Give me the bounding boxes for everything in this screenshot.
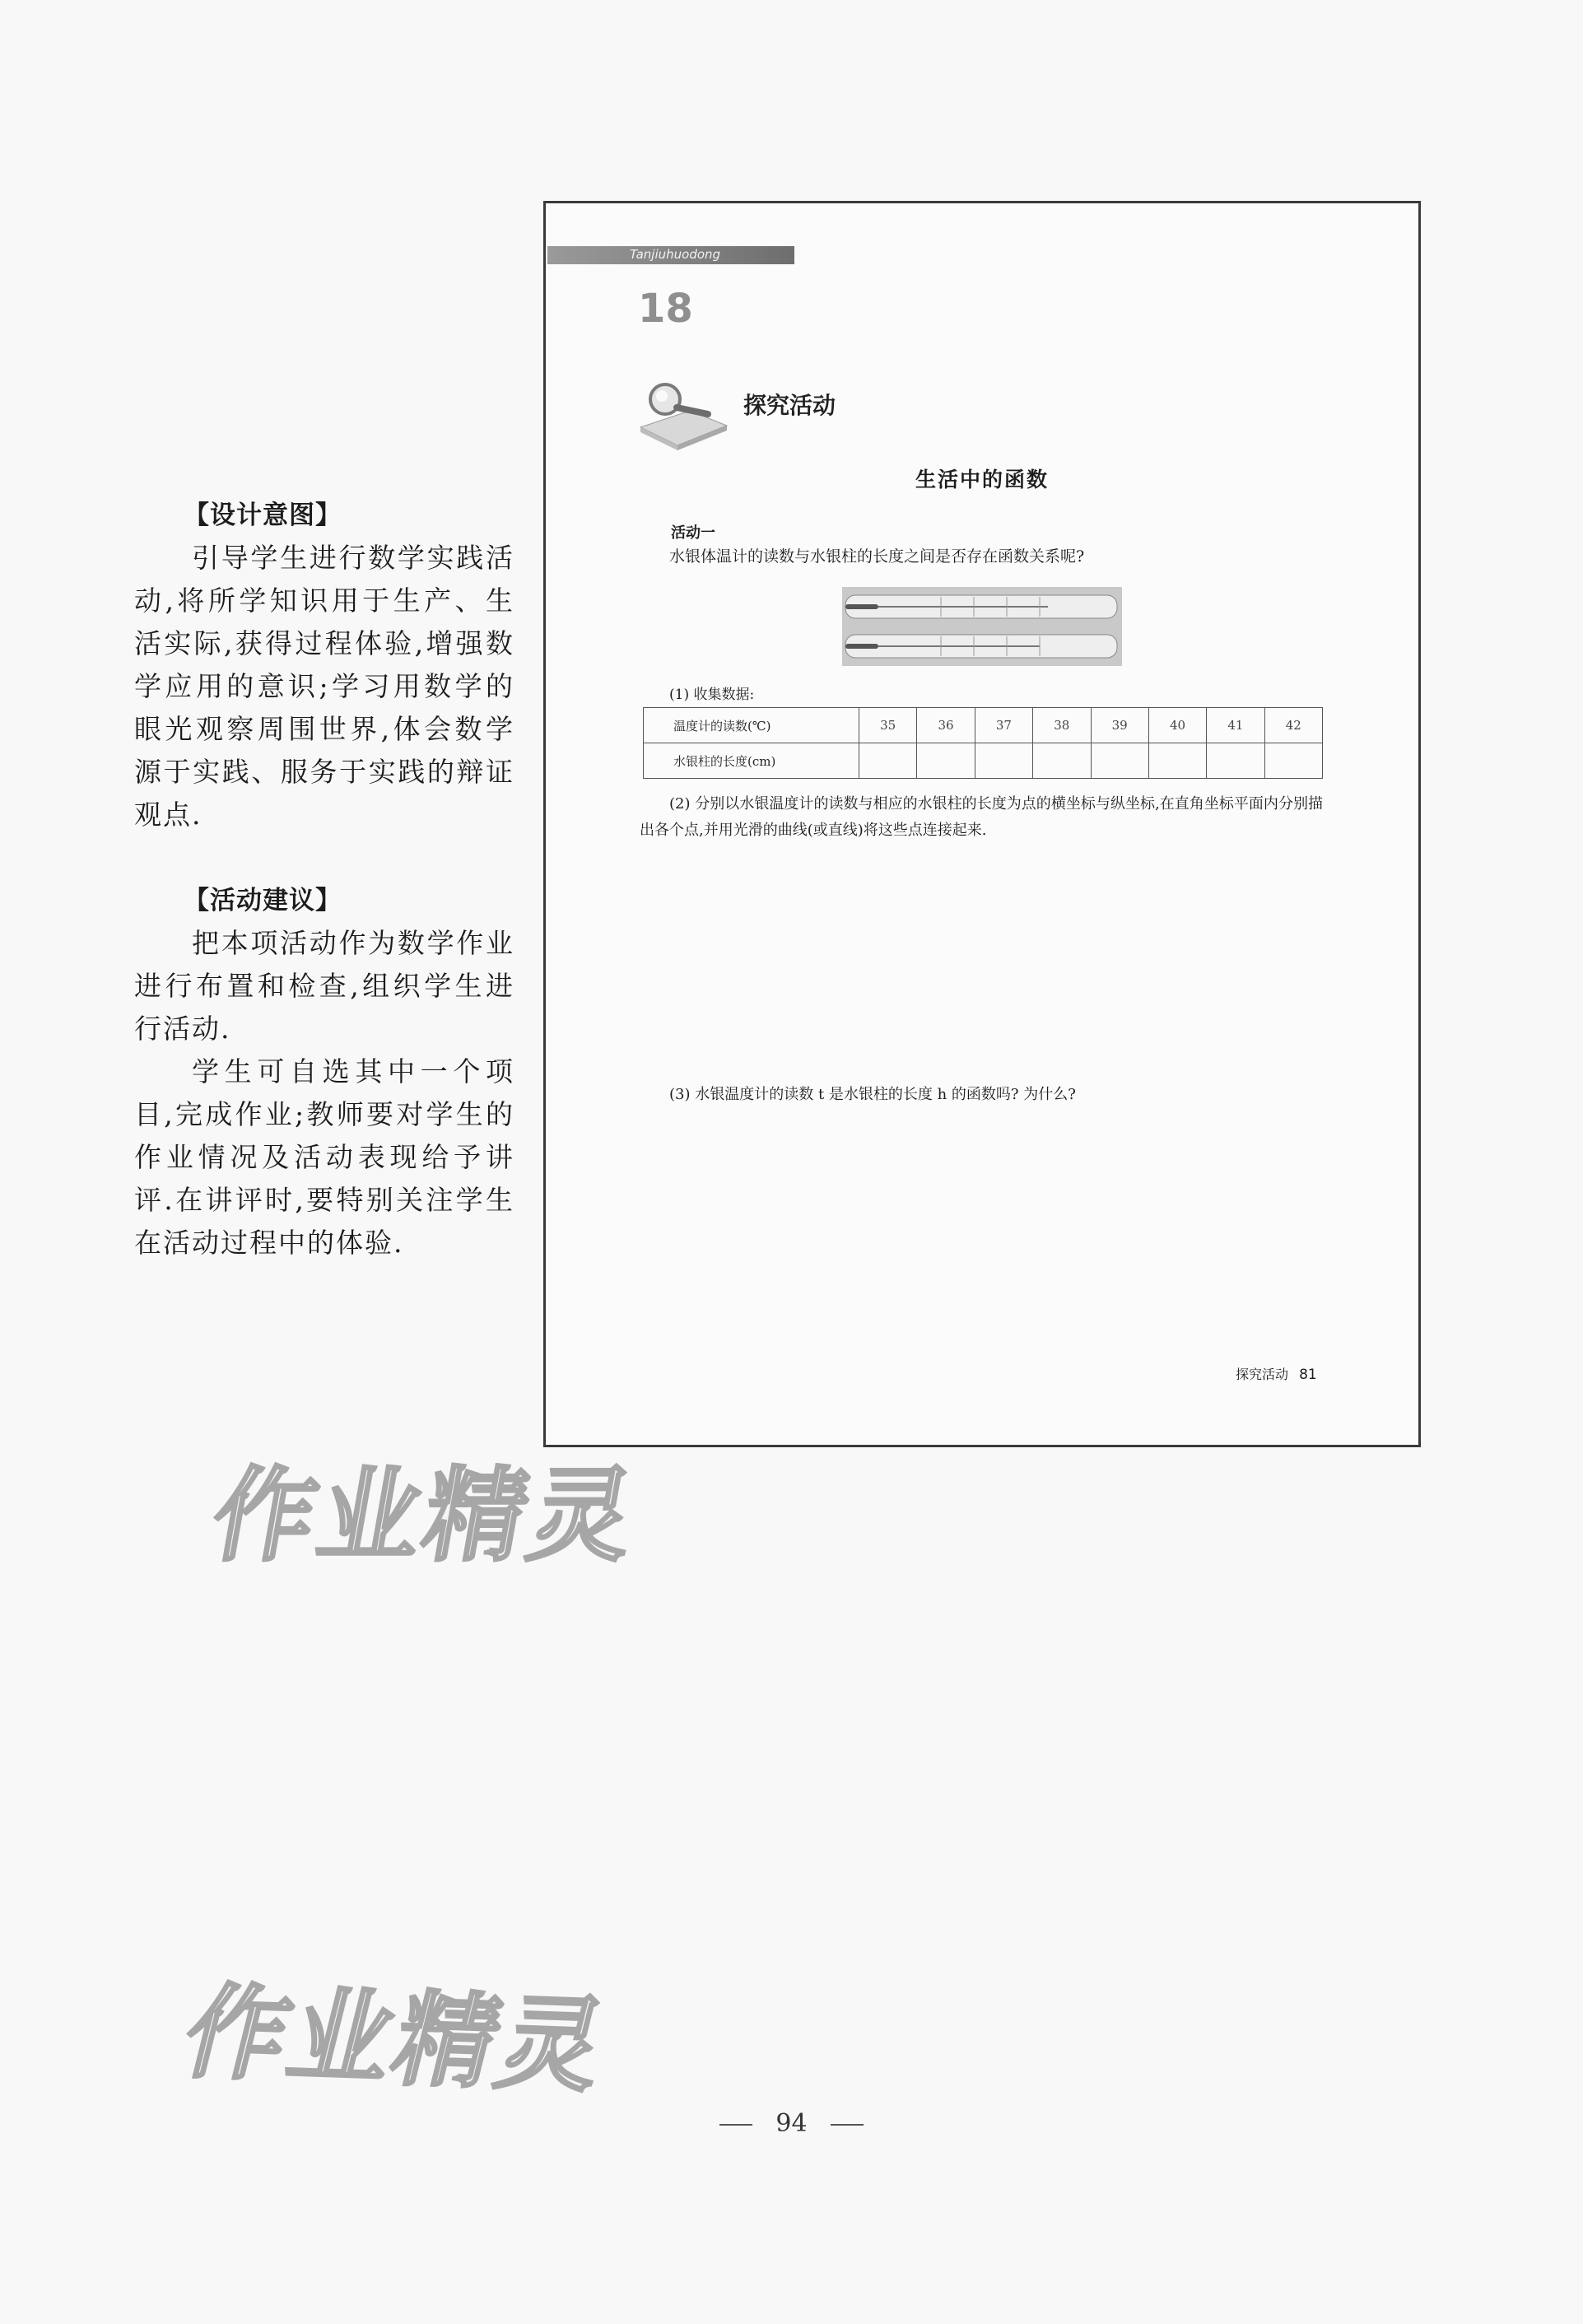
- table-cell-empty: [1207, 743, 1264, 779]
- table-cell: 41: [1207, 708, 1264, 743]
- table-row: [644, 743, 1323, 779]
- table-cell: 42: [1264, 708, 1322, 743]
- question-text: 水银体温计的读数与水银柱的长度之间是否存在函数关系呢?: [669, 547, 1085, 566]
- table-cell: 36: [917, 708, 975, 743]
- footer-label: 探究活动: [1236, 1367, 1289, 1382]
- page-number: [0, 2109, 1583, 2138]
- footer-page-number: 81: [1299, 1367, 1317, 1383]
- activity-suggestion-text-2: 学生可自选其中一个项目,完成作业;教师要对学生的作业情况及活动表现给予讲评.在讲评时,要特别关注学生在活动过程中的体验.: [134, 1055, 514, 1259]
- step-three-text: (3) 水银温度计的读数 t 是水银柱的长度 h 的函数吗? 为什么?: [669, 1086, 1076, 1103]
- page-number-dash: [719, 2124, 752, 2126]
- design-intent-heading: 【设计意图】: [184, 501, 342, 530]
- table-row-label: 温度计的读数(℃): [644, 708, 859, 743]
- data-table: [643, 707, 1323, 779]
- table-row: [644, 708, 1323, 743]
- table-cell-empty: [1091, 743, 1148, 779]
- table-cell-empty: [1033, 743, 1091, 779]
- chapter-number: 18: [638, 286, 693, 332]
- page-number-value: 94: [775, 2109, 808, 2138]
- table-cell: 40: [1148, 708, 1206, 743]
- activity-one-label: 活动一: [671, 524, 715, 542]
- table-cell: 35: [859, 708, 917, 743]
- table-row-label: 水银柱的长度(cm): [644, 743, 859, 779]
- book-page-footer: [1236, 1364, 1317, 1383]
- table-cell: 39: [1091, 708, 1148, 743]
- section-banner: [547, 246, 794, 264]
- table-cell-empty: [1264, 743, 1322, 779]
- magnifier-book-icon: [632, 378, 731, 450]
- activity-section-title: 探究活动: [743, 392, 836, 419]
- banner-text: Tanjiuhuodong: [630, 247, 721, 262]
- step-two-text: (2) 分别以水银温度计的读数与相应的水银柱的长度为点的横坐标与纵坐标,在直角坐标平面内分别描出各个点,并用光滑的曲线(或直线)将这些点连接起来.: [640, 795, 1323, 839]
- table-cell-empty: [975, 743, 1032, 779]
- table-cell: 37: [975, 708, 1032, 743]
- activity-suggestion-heading: 【活动建议】: [184, 886, 342, 915]
- table-cell-empty: [859, 743, 917, 779]
- step-one-text: (1) 收集数据:: [669, 687, 755, 703]
- design-intent-text: 引导学生进行数学实践活动,将所学知识用于生产、生活实际,获得过程体验,增强数学应用的意识;学习用数学的眼光观察周围世界,体会数学源于实践、服务于实践的辩证观点.: [134, 542, 514, 831]
- teacher-notes: [134, 494, 514, 1264]
- table-cell-empty: [1148, 743, 1206, 779]
- page-title: 生活中的函数: [915, 468, 1049, 491]
- activity-suggestion-text-1: 把本项活动作为数学作业进行布置和检查,组织学生进行活动.: [134, 927, 514, 1045]
- watermark-logo: 作业精灵: [203, 1457, 646, 1576]
- textbook-page: [543, 201, 1421, 1447]
- page-number-dash: [831, 2124, 864, 2126]
- table-cell-empty: [917, 743, 975, 779]
- watermark-logo: 作业精灵: [172, 1973, 621, 2107]
- table-cell: 38: [1033, 708, 1091, 743]
- thermometer-photo: [842, 587, 1122, 666]
